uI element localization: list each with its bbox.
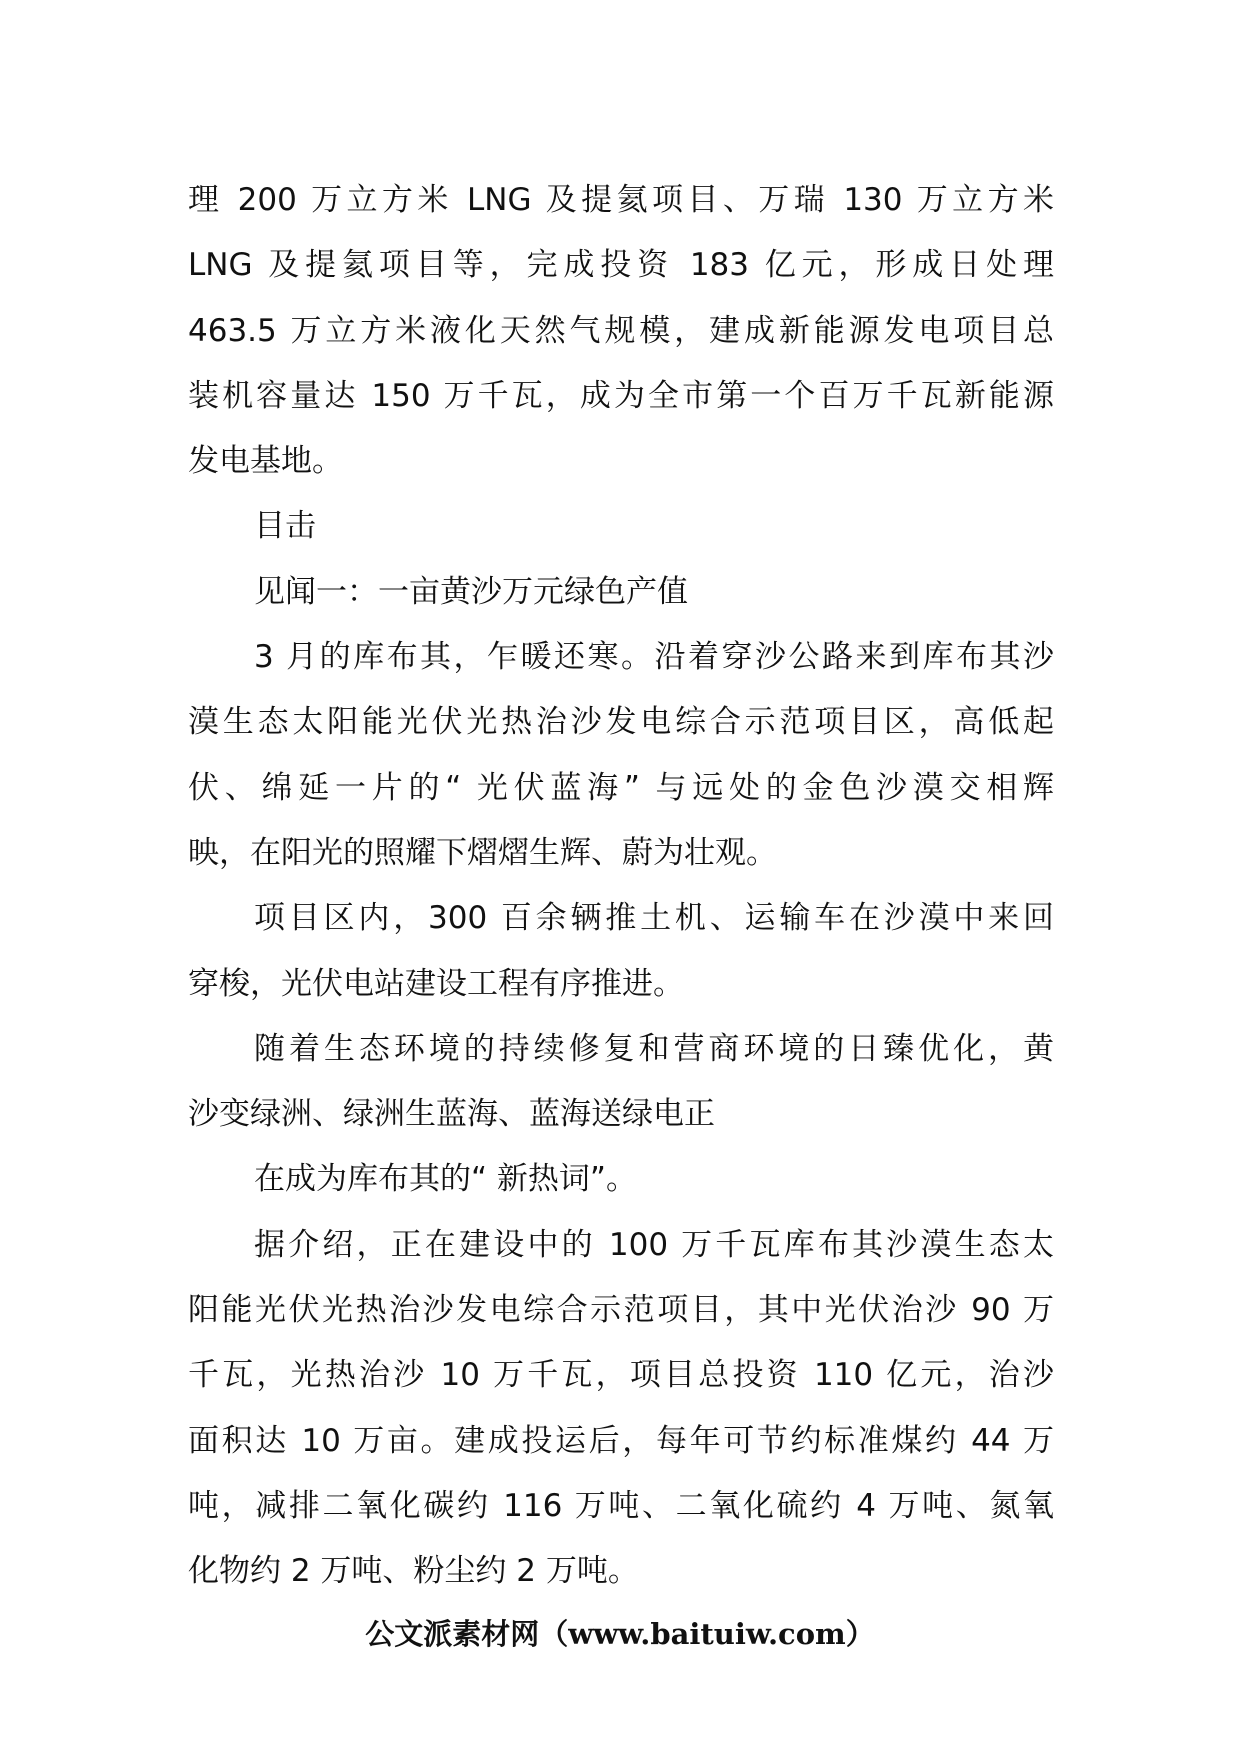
text-line: 伏、绵延一片的“ 光伏蓝海” 与远处的金色沙漠交相辉 [188,769,1054,806]
text-line: 在成为库布其的“ 新热词”。 [254,1161,637,1198]
text-line: 理 200 万立方米 LNG 及提氦项目、万瑞 130 万立方米 [188,182,1054,218]
text-line: 面积达 10 万亩。建成投运后，每年可节约标准煤约 44 万 [188,1422,1054,1459]
text-line: 沙变绿洲、绿洲生蓝海、蓝海送绿电正 [188,1096,715,1133]
text-line: 目击 [254,508,316,545]
footer-watermark: 公文派素材网（www.baituiw.com） [365,1617,875,1651]
text-line: 化物约 2 万吨、粉尘约 2 万吨。 [188,1553,639,1590]
text-line: 发电基地。 [188,443,343,480]
text-line: 见闻一：一亩黄沙万元绿色产值 [254,573,688,610]
text-line: LNG 及提氦项目等，完成投资 183 亿元，形成日处理 [188,247,1054,284]
text-line: 映，在阳光的照耀下熠熠生辉、蔚为壮观。 [188,834,777,871]
text-line: 3 月的库布其，乍暖还寒。沿着穿沙公路来到库布其沙 [254,639,1054,676]
text-line: 装机容量达 150 万千瓦，成为全市第一个百万千瓦新能源 [188,377,1054,414]
text-line: 463.5 万立方米液化天然气规模，建成新能源发电项目总 [188,312,1054,349]
text-line: 据介绍，正在建设中的 100 万千瓦库布其沙漠生态太 [254,1226,1054,1263]
text-line: 阳能光伏光热治沙发电综合示范项目，其中光伏治沙 90 万 [188,1292,1054,1329]
text-line: 穿梭，光伏电站建设工程有序推进。 [188,965,684,1002]
text-line: 项目区内，300 百余辆推土机、运输车在沙漠中来回 [254,900,1054,937]
text-line: 随着生态环境的持续修复和营商环境的日臻优化，黄 [254,1030,1054,1067]
text-line: 千瓦，光热治沙 10 万千瓦，项目总投资 110 亿元，治沙 [188,1357,1054,1394]
text-line: 吨，减排二氧化碳约 116 万吨、二氧化硫约 4 万吨、氮氧 [188,1487,1054,1524]
document-body [188,168,1054,1605]
text-line: 漠生态太阳能光伏光热治沙发电综合示范项目区，高低起 [188,704,1054,741]
